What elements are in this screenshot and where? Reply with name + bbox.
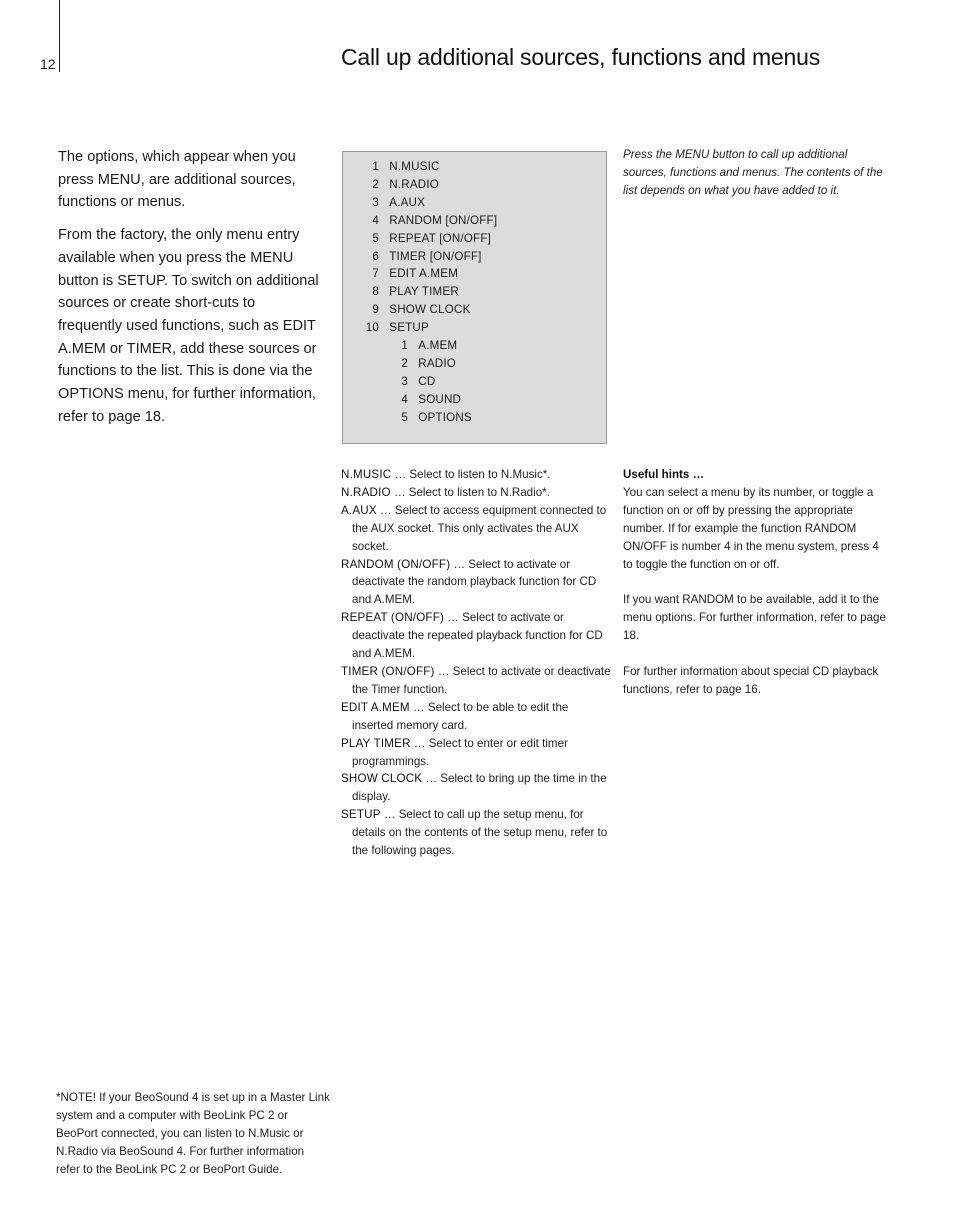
hint-paragraph: For further information about special CD playback functions, refer to page 16. xyxy=(623,664,879,696)
menu-item: 9 SHOW CLOCK xyxy=(372,303,471,317)
hint-paragraph: You can select a menu by its number, or toggle a function on or off by pressing the appropriate number. If for example the function RANDOM ON/OFF is number 4 in the menu system, press 4 to toggle the function on or off. xyxy=(623,485,879,571)
page-number: 12 xyxy=(40,56,56,72)
hint-paragraph: If you want RANDOM to be available, add it to the menu options. For further information, refer to page 18. xyxy=(623,593,886,643)
definition-item: EDIT A.MEM … Select to be able to edit the inserted memory card. xyxy=(341,700,569,732)
definition-item: A.AUX … Select to access equipment connected to the AUX socket. This only activates the AUX socket. xyxy=(341,503,607,553)
menu-item: 7 EDIT A.MEM xyxy=(372,267,459,281)
useful-hints xyxy=(623,466,891,717)
intro-paragraph-1: The options, which appear when you press MENU, are additional sources, functions or menus. xyxy=(58,149,296,211)
definition-item: TIMER (ON/OFF) … Select to activate or deactivate the Timer function. xyxy=(341,664,611,696)
definition-item: RANDOM (ON/OFF) … Select to activate or deactivate the random playback function for CD and A.MEM. xyxy=(341,557,597,607)
menu-definitions xyxy=(341,466,611,860)
menu-item: 8 PLAY TIMER xyxy=(372,285,459,299)
menu-screen xyxy=(342,151,607,444)
menu-item: 2 N.RADIO xyxy=(372,177,439,191)
definition-item: SHOW CLOCK … Select to bring up the time in the display. xyxy=(341,772,607,804)
intro-text xyxy=(58,146,320,438)
submenu-item: 5 OPTIONS xyxy=(401,410,472,424)
definition-item: N.RADIO … Select to listen to N.Radio*. xyxy=(341,485,550,499)
submenu-item: 4 SOUND xyxy=(401,392,462,406)
definition-item: SETUP … Select to call up the setup menu, for details on the contents of the setup menu, refer to the following pages. xyxy=(341,808,608,858)
menu-item: 4 RANDOM [ON/OFF] xyxy=(372,213,498,227)
submenu-item: 1 A.MEM xyxy=(401,339,458,353)
definition-item: REPEAT (ON/OFF) … Select to activate or deactivate the repeated playback function for CD and A.MEM. xyxy=(341,611,603,661)
hints-heading: Useful hints … xyxy=(623,468,705,481)
intro-paragraph-2: From the factory, the only menu entry available when you press the MENU button is SETUP. To switch on additional sources or create short-cuts to frequently used functions, such as EDIT A.MEM or TIMER, add these sources or functions to the list. This is done via the OPTIONS menu, for further information, refer to page 18. xyxy=(58,227,319,425)
menu-item: 3 A.AUX xyxy=(372,195,426,209)
header-rule xyxy=(59,0,60,72)
menu-item: 5 REPEAT [ON/OFF] xyxy=(372,231,492,245)
definition-item: PLAY TIMER … Select to enter or edit timer programmings. xyxy=(341,736,568,768)
menu-item: 10 SETUP xyxy=(365,321,429,335)
menu-caption: Press the MENU button to call up additional sources, functions and menus. The contents of the list depends on what you have added to it. xyxy=(623,148,883,197)
submenu-item: 3 CD xyxy=(401,374,436,388)
definition-item: N.MUSIC … Select to listen to N.Music*. xyxy=(341,468,551,481)
menu-item: 1 N.MUSIC xyxy=(372,160,440,173)
menu-list xyxy=(361,158,497,427)
submenu-item: 2 RADIO xyxy=(401,356,456,370)
footnote: *NOTE! If your BeoSound 4 is set up in a Master Link system and a computer with BeoLink PC 2 or BeoPort connected, you can listen to N.Music or N.Radio via BeoSound 4. For further information refer to the BeoLink PC 2 or BeoPort Guide. xyxy=(56,1091,330,1176)
menu-item: 6 TIMER [ON/OFF] xyxy=(372,249,482,263)
page-title: Call up additional sources, functions and menus xyxy=(341,44,821,70)
